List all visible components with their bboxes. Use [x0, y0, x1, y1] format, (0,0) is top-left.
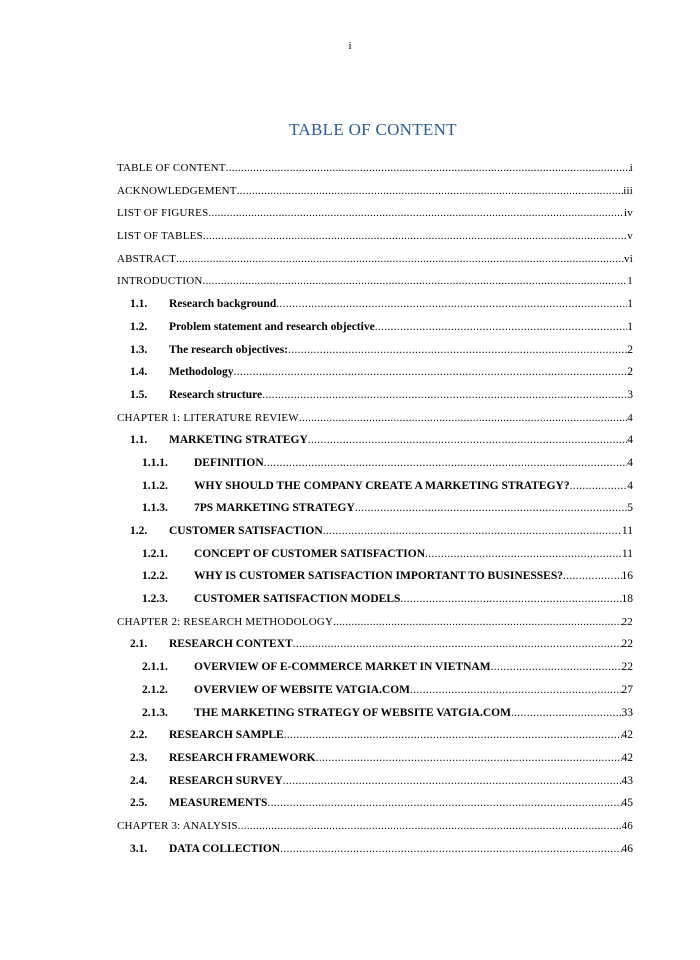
dot-leader: [234, 366, 628, 378]
toc-entry-page: vi: [624, 252, 633, 265]
toc-entry-number: 1.2.2.: [142, 570, 168, 583]
toc-entry[interactable]: [117, 434, 633, 457]
toc-entry[interactable]: [117, 457, 633, 480]
toc-entry-title: LIST OF TABLES: [117, 230, 203, 243]
toc-entry-page: 11: [621, 547, 633, 560]
toc-entry-title: 7PS MARKETING STRATEGY: [194, 502, 355, 515]
toc-entry-title: DATA COLLECTION: [169, 842, 281, 855]
toc-entry[interactable]: [117, 162, 633, 185]
toc-entry-number: 1.1.2.: [142, 479, 168, 492]
toc-entry[interactable]: [117, 729, 633, 752]
toc-entry-number: 2.1.3.: [142, 706, 168, 719]
toc-entry-page: 4: [627, 456, 633, 469]
toc-entry[interactable]: [117, 275, 633, 298]
toc-entry[interactable]: [117, 638, 633, 661]
toc-entry-title: MEASUREMENTS: [169, 797, 268, 810]
toc-entry-title: RESEARCH SAMPLE: [169, 729, 284, 742]
toc-entry[interactable]: [117, 820, 633, 843]
dot-leader: [267, 797, 621, 809]
toc-entry[interactable]: [117, 661, 633, 684]
toc-entry-number: 1.2.: [130, 320, 148, 333]
toc-entry-number: 1.1.3.: [142, 502, 168, 515]
toc-entry-title: WHY SHOULD THE COMPANY CREATE A MARKETING STRATEGY?: [194, 479, 570, 492]
toc-entry[interactable]: [117, 480, 633, 503]
toc-entry-page: 11: [621, 525, 633, 537]
toc-entry-number: 1.1.: [130, 298, 148, 311]
toc-entry-title: Research background: [169, 298, 277, 311]
toc-entry-page: 18: [621, 593, 633, 606]
toc-entry-number: 1.5.: [130, 388, 148, 401]
toc-entry-number: 1.3.: [130, 343, 148, 356]
toc-entry[interactable]: [117, 707, 633, 730]
dot-leader: [563, 570, 622, 582]
dot-leader: [264, 457, 628, 469]
toc-entry-number: 2.4.: [130, 774, 148, 787]
toc-entry-page: 22: [621, 661, 633, 674]
toc-entry-title: CHAPTER 2: RESEARCH METHODOLOGY: [117, 615, 334, 628]
toc-entry-title: CUSTOMER SATISFACTION: [169, 525, 323, 537]
toc-title: TABLE OF CONTENT: [289, 120, 457, 139]
toc-entry-page: iii: [623, 184, 633, 197]
dot-leader: [203, 275, 628, 287]
dot-leader: [238, 820, 622, 832]
dot-leader: [308, 434, 627, 446]
toc-entry-title: CONCEPT OF CUSTOMER SATISFACTION: [194, 547, 425, 560]
dot-leader: [425, 548, 622, 560]
toc-entry-title: The research objectives:: [169, 343, 289, 356]
toc-entry[interactable]: [117, 684, 633, 707]
dot-leader: [293, 638, 622, 650]
dot-leader: [176, 253, 624, 265]
toc-entry-page: 46: [621, 842, 633, 855]
toc-entry-number: 1.2.3.: [142, 593, 168, 606]
toc-entry-page: 45: [621, 797, 633, 810]
toc-entry[interactable]: [117, 843, 633, 866]
toc-entry-number: 1.2.: [130, 525, 148, 537]
toc-entry-title: Methodology: [169, 366, 234, 379]
toc-entry-title: Problem statement and research objective: [169, 320, 375, 333]
toc-entry[interactable]: [117, 412, 633, 435]
dot-leader: [400, 593, 621, 605]
toc-entry-page: 4: [627, 434, 633, 447]
toc-entry-title: ACKNOWLEDGEMENT: [117, 184, 237, 197]
toc-entry-number: 1.2.1.: [142, 547, 168, 560]
toc-entry-page: v: [627, 230, 633, 243]
toc-entry[interactable]: [117, 593, 633, 616]
dot-leader: [283, 775, 622, 787]
toc-entry[interactable]: [117, 344, 633, 367]
toc-entry[interactable]: [117, 321, 633, 344]
toc-entry-title: DEFINITION: [194, 456, 264, 469]
toc-entry-page: 1: [627, 298, 633, 311]
dot-leader: [410, 684, 621, 696]
toc-entry-page: i: [629, 162, 633, 174]
dot-leader: [284, 729, 622, 741]
toc-entry-page: 46: [621, 819, 633, 832]
toc-entry-page: 5: [627, 502, 633, 515]
toc-entry-title: ABSTRACT: [117, 252, 177, 265]
dot-leader: [323, 525, 622, 537]
dot-leader: [276, 298, 627, 310]
toc-entry-page: 2: [627, 366, 633, 379]
toc-entry[interactable]: [117, 797, 633, 820]
toc-entry[interactable]: [117, 185, 633, 208]
toc-entry[interactable]: [117, 548, 633, 571]
toc-entry-page: 1: [627, 320, 633, 333]
toc-entry-title: CUSTOMER SATISFACTION MODELS: [194, 593, 401, 606]
toc-entry-page: 42: [621, 729, 633, 742]
toc-entry-number: 2.1.1.: [142, 661, 168, 674]
toc-entry-title: OVERVIEW OF WEBSITE VATGIA.COM: [194, 683, 411, 696]
toc-entry[interactable]: [117, 775, 633, 798]
toc-entry[interactable]: [117, 366, 633, 389]
toc-entry[interactable]: [117, 525, 633, 548]
toc-entry[interactable]: [117, 570, 633, 593]
toc-entry-number: 2.5.: [130, 797, 148, 810]
toc-entry-page: 4: [627, 411, 633, 424]
dot-leader: [491, 661, 622, 673]
dot-leader: [570, 480, 628, 492]
dot-leader: [280, 843, 621, 855]
toc-entry-title: Research structure: [169, 388, 263, 401]
toc-entry-number: 3.1.: [130, 842, 148, 855]
toc-entry[interactable]: [117, 207, 633, 230]
toc-entry-page: 1: [627, 275, 633, 288]
toc-entry-number: 2.1.: [130, 638, 148, 651]
dot-leader: [237, 185, 624, 197]
toc-entry-title: INTRODUCTION: [117, 275, 203, 288]
toc-entry-page: 2: [627, 343, 633, 356]
toc-entry-title: CHAPTER 1: LITERATURE REVIEW: [117, 411, 299, 424]
dot-leader: [333, 616, 621, 628]
toc-entry-number: 2.3.: [130, 751, 148, 764]
toc-entry-title: RESEARCH FRAMEWORK: [169, 751, 316, 764]
toc-entry-number: 1.1.1.: [142, 456, 168, 469]
toc-entry-title: THE MARKETING STRATEGY OF WEBSITE VATGIA.COM: [194, 706, 511, 719]
toc-entry-number: 1.1.: [130, 434, 148, 447]
dot-leader: [288, 344, 627, 356]
dot-leader: [316, 752, 622, 764]
toc-entry-number: 2.2.: [130, 729, 148, 742]
toc-entry-title: OVERVIEW OF E-COMMERCE MARKET IN VIETNAM: [194, 661, 491, 674]
toc-entry-page: 22: [621, 615, 633, 628]
dot-leader: [203, 230, 627, 242]
dot-leader: [208, 207, 624, 219]
toc-entry-title: RESEARCH SURVEY: [169, 774, 283, 787]
toc-entry-title: WHY IS CUSTOMER SATISFACTION IMPORTANT TO BUSINESSES?: [194, 570, 563, 583]
toc-entry-page: 4: [627, 479, 633, 492]
toc-entry[interactable]: [117, 752, 633, 775]
toc-entry-page: 3: [627, 388, 633, 401]
toc-entry[interactable]: [117, 502, 633, 525]
dot-leader: [226, 162, 630, 174]
toc-entry-title: RESEARCH CONTEXT: [169, 638, 293, 651]
toc-entry[interactable]: [117, 253, 633, 276]
toc-entry-title: LIST OF FIGURES: [117, 207, 209, 220]
toc-entry[interactable]: [117, 298, 633, 321]
page-number: i: [348, 40, 352, 52]
dot-leader: [511, 707, 622, 719]
dot-leader: [375, 321, 628, 333]
toc-entry-page: 33: [621, 706, 633, 719]
toc-entry-title: TABLE OF CONTENT: [117, 162, 226, 174]
dot-leader: [262, 389, 627, 401]
toc-entry-number: 1.4.: [130, 366, 148, 379]
dot-leader: [355, 502, 627, 514]
toc-entry-page: 22: [621, 638, 633, 651]
toc-list: [117, 162, 633, 865]
toc-entry-page: 42: [621, 751, 633, 764]
toc-entry-title: MARKETING STRATEGY: [169, 434, 308, 447]
toc-entry-page: 16: [621, 570, 633, 583]
toc-entry-page: 43: [621, 774, 633, 787]
toc-entry-number: 2.1.2.: [142, 683, 168, 696]
toc-entry[interactable]: [117, 389, 633, 412]
toc-entry-page: 27: [621, 683, 633, 696]
toc-entry[interactable]: [117, 230, 633, 253]
dot-leader: [299, 412, 627, 424]
toc-entry-page: iv: [624, 207, 633, 220]
toc-entry[interactable]: [117, 616, 633, 639]
toc-entry-title: CHAPTER 3: ANALYSIS: [117, 819, 238, 832]
